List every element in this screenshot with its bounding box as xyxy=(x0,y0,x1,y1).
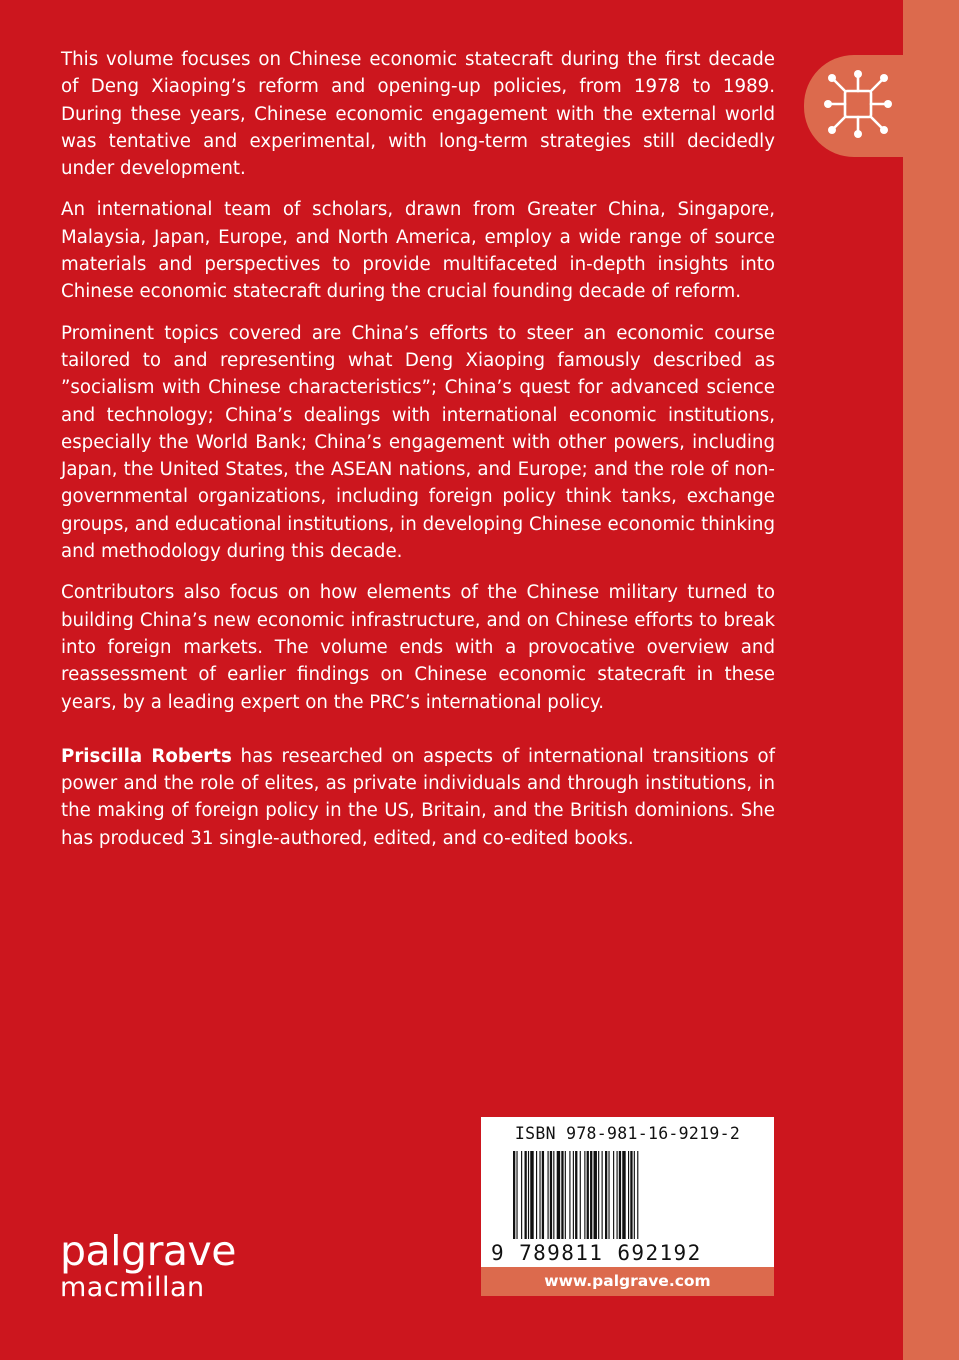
barcode-bar xyxy=(602,1151,603,1239)
barcode-bar xyxy=(542,1151,544,1239)
barcode-bar xyxy=(637,1151,638,1239)
barcode-bar xyxy=(565,1151,566,1239)
publisher-line-1: palgrave xyxy=(60,1227,237,1275)
barcode-bar xyxy=(573,1151,574,1239)
barcode-bar xyxy=(613,1151,614,1239)
barcode-bar xyxy=(516,1151,517,1239)
barcode-bar xyxy=(550,1151,552,1239)
barcode-digits: 9 789811 692192 xyxy=(491,1241,702,1265)
paragraph-4: Contributors also focus on how elements of the Chinese military turned to building China’s new economic infrastructure, and on Chinese efforts to break into foreign markets. The volume ends with a provocative overview and reassessment of earlier findings on Chinese economic statecraft in these years, by a leading expert on the PRC’s international policy. xyxy=(61,582,775,713)
barcode-bar xyxy=(536,1151,537,1239)
barcode-bar xyxy=(548,1151,549,1239)
author-bio xyxy=(61,743,775,852)
barcode-bar xyxy=(513,1151,515,1239)
barcode-bar xyxy=(608,1151,609,1239)
isbn-text: ISBN 978-981-16-9219-2 xyxy=(514,1124,741,1143)
barcode-bar xyxy=(580,1151,581,1239)
publisher-line-2: macmillan xyxy=(60,1272,205,1303)
spine-strip xyxy=(903,0,959,1360)
paragraph-1: This volume focuses on Chinese economic statecraft during the first decade of Deng Xiaoping’s reform and opening-up policies, from 1978 to 1989. During these years, Chinese economic engagement with the external world was tentative and experimental, with long-term strategies still decidedly under development. xyxy=(61,49,775,180)
paragraph-2: An international team of scholars, drawn from Greater China, Singapore, Malaysia, Japan, Europe, and North America, employ a wide range of source materials and perspectives to provide multifaceted in-depth insights into Chinese economic statecraft during the crucial founding decade of reform. xyxy=(61,199,775,303)
author-bio-text: has researched on aspects of international transitions of power and the role of elites, as private individuals and through institutions, in the making of foreign policy in the US, Britain, and the British dominions. She has produced 31 single-authored, edited, and co-edited books. xyxy=(61,745,775,849)
barcode-bar xyxy=(575,1151,577,1239)
barcode-bar xyxy=(553,1151,554,1239)
barcode-bar xyxy=(530,1151,533,1239)
barcode-bar xyxy=(619,1151,621,1239)
barcode-bar xyxy=(539,1151,540,1239)
barcode-bar xyxy=(622,1151,625,1239)
paragraph-3: Prominent topics covered are China’s efforts to steer an economic course tailored to and representing what Deng Xiaoping famously described as ”socialism with Chinese characteristics”; China’s quest for advanced science and technology; China’s dealings with international economic institutions, especially the World Bank; China’s engagement with other powers, including Japan, the United States, the ASEAN nations, and Europe; and the role of non-governmental organizations, including foreign policy think tanks, exchange groups, and educational institutions, in developing Chinese economic thinking and methodology during this decade. xyxy=(61,322,775,563)
logo-tab xyxy=(804,55,959,157)
barcode-bar xyxy=(634,1151,635,1239)
blurb xyxy=(61,46,775,866)
barcode-bar xyxy=(584,1151,585,1239)
barcode-bar xyxy=(617,1151,618,1239)
barcode-bar xyxy=(569,1151,570,1239)
barcode-bar xyxy=(594,1151,597,1239)
author-name: Priscilla Roberts xyxy=(61,745,232,767)
barcode-box xyxy=(481,1117,774,1267)
barcode-bar xyxy=(590,1151,592,1239)
barcode-bar xyxy=(557,1151,560,1239)
barcode-bar xyxy=(561,1151,563,1239)
website-link[interactable]: www.palgrave.com xyxy=(481,1267,774,1296)
barcode-bar xyxy=(528,1151,529,1239)
barcode-bar xyxy=(605,1151,607,1239)
barcode-bar xyxy=(521,1151,522,1239)
barcode-bar xyxy=(630,1151,632,1239)
barcode-bar xyxy=(587,1151,589,1239)
barcode-bar xyxy=(525,1151,527,1239)
barcode-bar xyxy=(628,1151,629,1239)
publisher-logo xyxy=(60,1227,237,1303)
barcode-bar xyxy=(598,1151,599,1239)
